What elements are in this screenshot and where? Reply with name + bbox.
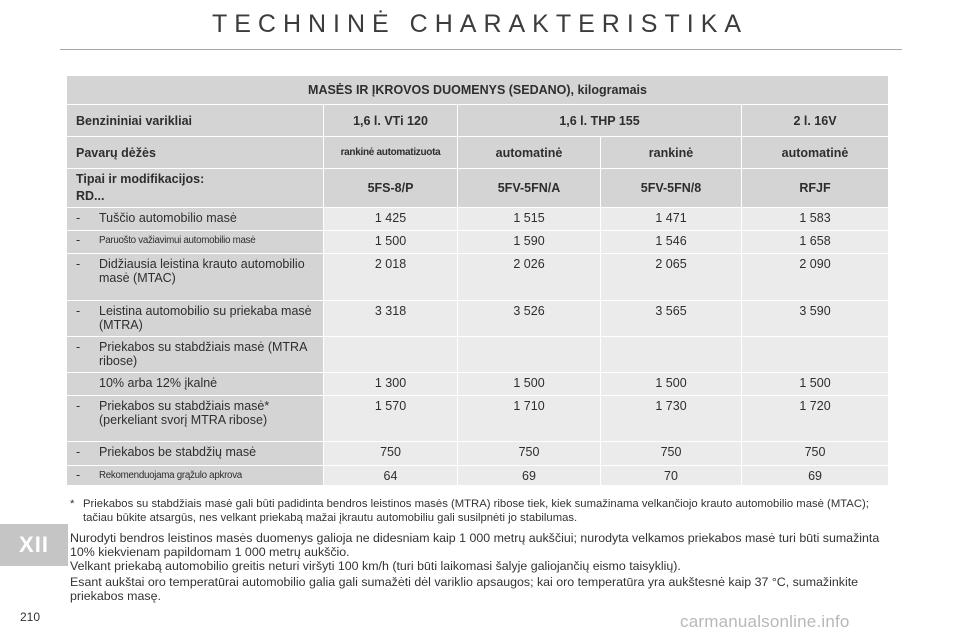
row-value (458, 337, 600, 340)
table-row (67, 466, 889, 486)
row-value: 1 720 (799, 399, 831, 413)
gearbox-header-cell: automatinė (458, 137, 601, 169)
row-label: Tuščio automobilio masė (99, 211, 237, 225)
row-value: 3 318 (374, 304, 407, 318)
row-value: 1 425 (374, 211, 407, 225)
row-value: 1 500 (374, 234, 407, 248)
row-dash: - (76, 468, 80, 482)
row-dash: - (76, 340, 81, 354)
row-dash: - (76, 211, 81, 225)
row-dash: - (76, 399, 81, 413)
row-value: 1 546 (655, 234, 687, 248)
table-row (67, 442, 889, 466)
engine-header-cell: 2 l. 16V (742, 105, 889, 137)
types-label-line2: RD... (76, 189, 105, 203)
row-value (324, 337, 457, 340)
row-value: 750 (660, 445, 682, 459)
row-dash: - (76, 445, 81, 459)
paragraph-altitude: Nurodyti bendros leistinos masės duomenys galioja ne didesniam kaip 1 000 metrų aukščiui; nurodyta velkamos priekabos masė turi būti sumažinta 10% kiekvienam papildomam 1 000 metrų aukščio. (70, 531, 880, 559)
row-label: Didžiausia leistina krauto automobilio masė (MTAC) (99, 257, 305, 285)
row-dash: - (76, 257, 81, 271)
row-value: 1 515 (513, 211, 545, 225)
table-title: MASĖS IR ĮKROVOS DUOMENYS (SEDANO), kilogramais (67, 76, 889, 105)
page-number: 210 (20, 610, 41, 624)
gearbox-header-cell: rankinė automatizuota (324, 137, 458, 169)
watermark: carmanualsonline.info (680, 612, 850, 631)
footnote (70, 497, 894, 525)
row-value (742, 337, 888, 340)
title-divider (60, 49, 902, 50)
table-row (67, 373, 889, 396)
engine-header-cell: 1,6 l. VTi 120 (324, 105, 458, 137)
table-row (67, 337, 889, 373)
types-header-row (67, 169, 889, 208)
row-label: Rekomenduojama grąžulo apkrova (99, 470, 242, 481)
row-value: 2 026 (513, 257, 545, 271)
row-label: 10% arba 12% įkalnė (99, 376, 218, 390)
row-value: 69 (522, 469, 536, 483)
row-value: 1 730 (655, 399, 687, 413)
row-value: 2 018 (374, 257, 407, 271)
table-row (67, 301, 889, 337)
table-row (67, 396, 889, 442)
page-title: TECHNINĖ CHARAKTERISTIKA (211, 10, 749, 38)
row-value: 750 (380, 445, 401, 459)
types-header-cell: RFJF (742, 169, 889, 208)
row-value: 1 590 (513, 234, 545, 248)
row-value: 750 (804, 445, 826, 459)
gearbox-header-cell: automatinė (742, 137, 889, 169)
row-value: 1 500 (799, 376, 831, 390)
engine-header-label: Benzininiai varikliai (67, 105, 324, 137)
row-value: 1 300 (374, 376, 407, 390)
row-value: 1 500 (655, 376, 687, 390)
row-label: Leistina automobilio su priekaba masė (MTRA) (99, 304, 312, 332)
row-label: Priekabos be stabdžių masė (99, 445, 257, 459)
types-header-cell: 5FV-5FN/8 (601, 169, 742, 208)
row-value: 1 500 (513, 376, 545, 390)
row-value (601, 337, 741, 340)
table-row (67, 254, 889, 301)
mass-load-table (66, 75, 889, 486)
row-value: 3 565 (655, 304, 687, 318)
row-value: 1 658 (799, 234, 831, 248)
row-value: 1 710 (513, 399, 545, 413)
table-row (67, 231, 889, 254)
row-value: 2 090 (799, 257, 831, 271)
chapter-badge: XII (0, 524, 68, 566)
engine-header-row (67, 105, 889, 137)
engine-header-cell: 1,6 l. THP 155 (458, 105, 742, 137)
row-value: 1 471 (655, 211, 687, 225)
row-value: 69 (808, 469, 822, 483)
footnote-text: Priekabos su stabdžiais masė gali būti padidinta bendros leistinos masės (MTRA) ribose tiek, kiek sumažinama velkančiojo krauto automobilio masė (MTAC); tačiau būkite atsargūs, nes velkant priekabą mažai įkrautu automobiliu gali susilpnėti jo stabilumas. (83, 498, 869, 524)
table-row (67, 208, 889, 231)
gearbox-header-cell: rankinė (601, 137, 742, 169)
row-value: 64 (383, 469, 398, 483)
paragraph-temperature: Esant aukštai oro temperatūrai automobilio galia gali sumažėti dėl variklio apsaugos; kai oro temperatūra yra aukštesnė kaip 37 °C, sumažinkite priekabos masę. (70, 575, 859, 603)
row-dash: - (76, 304, 81, 318)
types-header-label (67, 169, 324, 208)
row-value: 750 (518, 445, 540, 459)
row-value: 3 590 (799, 304, 831, 318)
paragraph-speed: Velkant priekabą automobilio greitis neturi viršyti 100 km/h (turi būti laikomasi šalyje galiojančių eismo taisyklių). (70, 559, 681, 573)
row-value: 3 526 (513, 304, 545, 318)
row-value: 1 583 (799, 211, 831, 225)
row-dash: - (76, 233, 80, 247)
gearbox-header-label: Pavarų dėžės (67, 137, 324, 169)
row-label: Priekabos su stabdžiais masė* (perkeliant svorį MTRA ribose) (99, 399, 270, 427)
row-value: 1 570 (374, 399, 407, 413)
row-value: 2 065 (655, 257, 687, 271)
gearbox-header-row (67, 137, 889, 169)
row-label: Priekabos su stabdžiais masė (MTRA ribose) (99, 340, 307, 368)
types-label-line1: Tipai ir modifikacijos: (76, 172, 205, 186)
footnote-marker: * (70, 498, 75, 510)
row-label: Paruošto važiavimui automobilio masė (99, 235, 256, 246)
types-header-cell: 5FS-8/P (324, 169, 458, 208)
types-header-cell: 5FV-5FN/A (458, 169, 601, 208)
row-value: 70 (664, 469, 678, 483)
